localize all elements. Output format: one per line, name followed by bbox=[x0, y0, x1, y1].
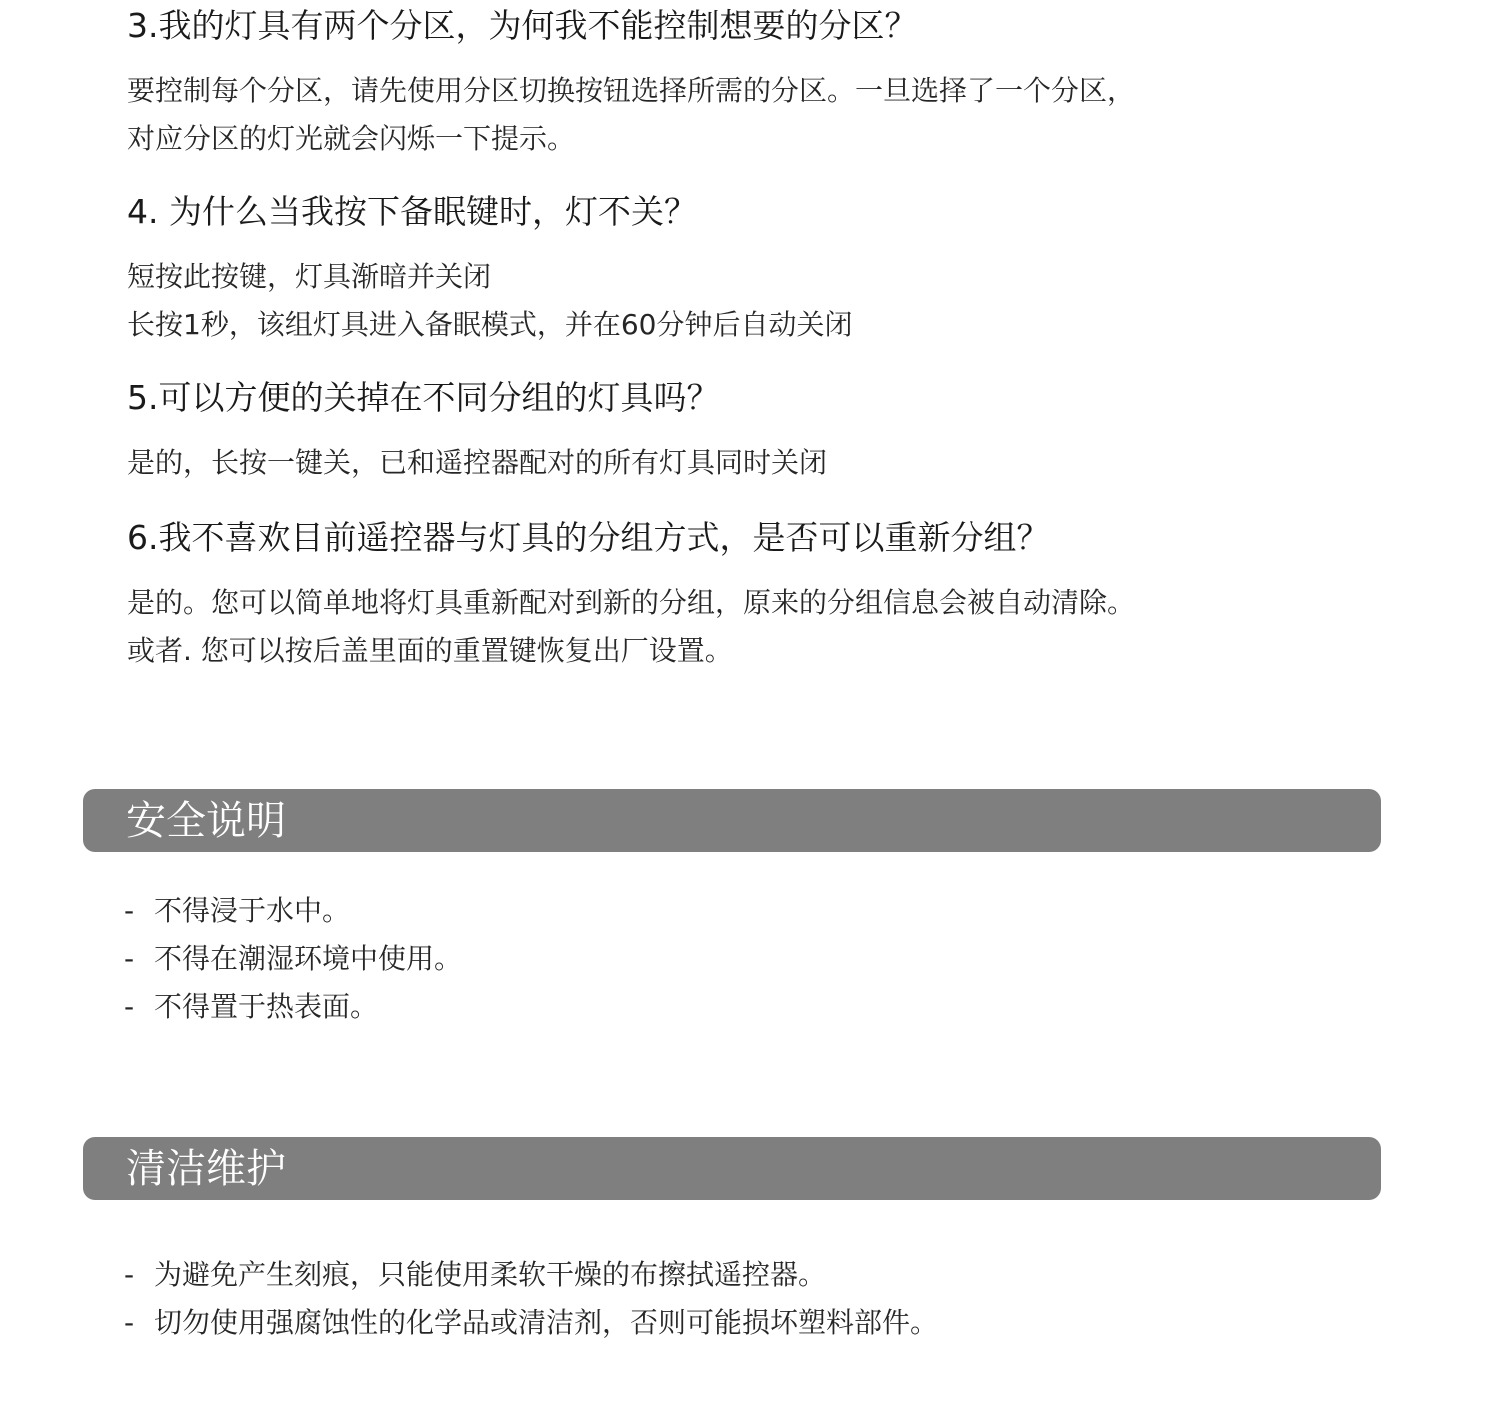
faq-answer-line: 对应分区的灯光就会闪烁一下提示。 bbox=[127, 122, 576, 155]
faq-question-6: 6.我不喜欢目前遥控器与灯具的分组方式，是否可以重新分组？ bbox=[127, 518, 1050, 557]
list-item bbox=[124, 887, 462, 935]
bullet-dash: - bbox=[124, 1306, 135, 1339]
safety-section-header bbox=[83, 789, 1381, 852]
faq-answer-6 bbox=[127, 579, 1135, 675]
list-item bbox=[124, 1299, 938, 1347]
list-item bbox=[124, 983, 462, 1031]
maintenance-list bbox=[124, 1251, 938, 1347]
list-item-text: 不得在潮湿环境中使用。 bbox=[154, 942, 463, 975]
list-item-text: 为避免产生刻痕，只能使用柔软干燥的布擦拭遥控器。 bbox=[154, 1258, 827, 1291]
list-item-text: 切勿使用强腐蚀性的化学品或清洁剂，否则可能损坏塑料部件。 bbox=[154, 1306, 939, 1339]
faq-answer-line: 是的，长按一键关，已和遥控器配对的所有灯具同时关闭 bbox=[127, 446, 828, 479]
bullet-dash: - bbox=[124, 894, 135, 927]
faq-question-4: 4. 为什么当我按下备眠键时，灯不关？ bbox=[127, 192, 697, 231]
faq-answer-line: 要控制每个分区，请先使用分区切换按钮选择所需的分区。一旦选择了一个分区， bbox=[127, 74, 1136, 107]
list-item-text: 不得浸于水中。 bbox=[154, 894, 351, 927]
list-item bbox=[124, 935, 462, 983]
faq-answer-line: 或者. 您可以按后盖里面的重置键恢复出厂设置。 bbox=[127, 634, 733, 667]
list-item bbox=[124, 1251, 938, 1299]
safety-section-title: 安全说明 bbox=[126, 798, 286, 844]
bullet-dash: - bbox=[124, 990, 135, 1023]
bullet-dash: - bbox=[124, 1258, 135, 1291]
faq-answer-4 bbox=[127, 253, 852, 349]
list-item-text: 不得置于热表面。 bbox=[154, 990, 379, 1023]
maintenance-section-header bbox=[83, 1137, 1381, 1200]
faq-question-5: 5.可以方便的关掉在不同分组的灯具吗？ bbox=[127, 378, 720, 417]
faq-answer-line: 是的。您可以简单地将灯具重新配对到新的分组，原来的分组信息会被自动清除。 bbox=[127, 586, 1136, 619]
faq-question-3: 3.我的灯具有两个分区，为何我不能控制想要的分区？ bbox=[127, 6, 918, 45]
maintenance-section-title: 清洁维护 bbox=[126, 1146, 286, 1192]
faq-answer-5 bbox=[127, 439, 827, 487]
faq-answer-3 bbox=[127, 67, 1135, 163]
faq-answer-line: 短按此按键，灯具渐暗并关闭 bbox=[127, 260, 492, 293]
bullet-dash: - bbox=[124, 942, 135, 975]
safety-list bbox=[124, 887, 462, 1031]
faq-answer-line: 长按1秒，该组灯具进入备眠模式，并在60分钟后自动关闭 bbox=[127, 308, 853, 341]
